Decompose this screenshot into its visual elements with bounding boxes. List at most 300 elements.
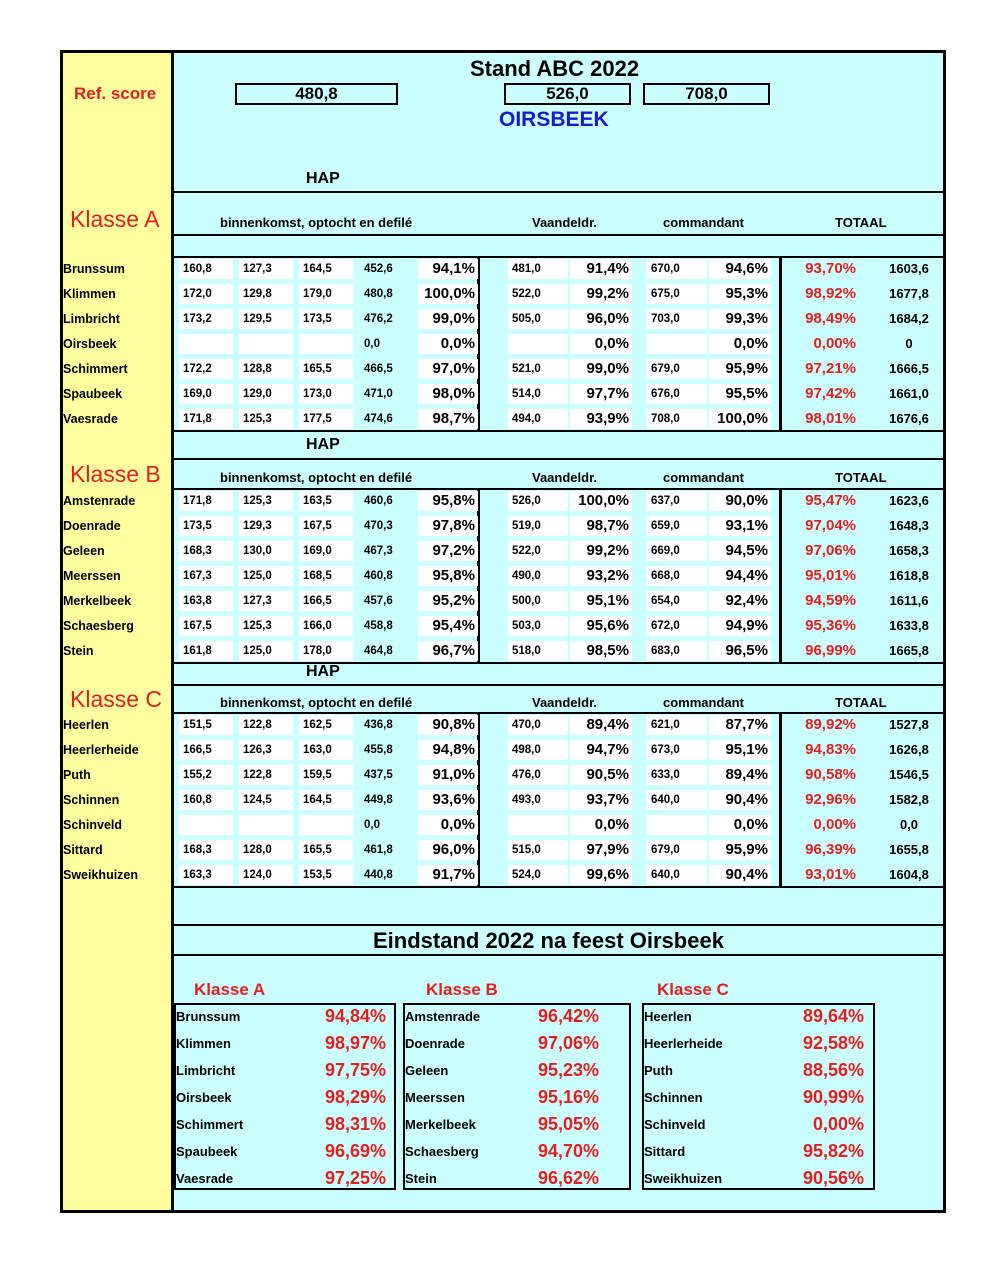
cell-pct2: 99,2% — [570, 541, 632, 561]
cell-s3: 166,0 — [299, 616, 353, 636]
cell-pct2: 93,7% — [570, 790, 632, 810]
cell-sum: 460,8 — [364, 570, 393, 582]
cell-tot: 1676,6 — [889, 411, 929, 426]
cell-s3: 173,0 — [299, 384, 353, 404]
cell-pct2: 0,0% — [570, 334, 632, 354]
cell-c: 640,0 — [647, 865, 707, 885]
cell-tot: 1623,6 — [889, 493, 929, 508]
cell-pct1: 0,0% — [418, 334, 478, 354]
cell-c: 670,0 — [647, 259, 707, 279]
cell-pct2: 93,2% — [570, 566, 632, 586]
cell-pct1: 100,0% — [418, 284, 478, 304]
cell-c: 683,0 — [647, 641, 707, 661]
cell-s2: 129,0 — [239, 384, 293, 404]
table-row — [0, 614, 1001, 639]
table-row — [0, 307, 1001, 332]
cell-v: 476,0 — [508, 765, 568, 785]
final-row-pct: 98,97% — [324, 1033, 386, 1053]
cell-pct3: 94,5% — [709, 541, 771, 561]
table-row — [0, 382, 1001, 407]
col-commandant: commandant — [663, 215, 744, 230]
cell-tpct: 96,99% — [805, 642, 856, 659]
cell-s2: 125,0 — [239, 566, 293, 586]
cell-pct1: 95,8% — [418, 566, 478, 586]
row-name: Schaesberg — [63, 619, 134, 633]
table-row — [0, 489, 1001, 514]
row-name: Heerlerheide — [63, 743, 139, 757]
row-name: Vaesrade — [63, 412, 118, 426]
cell-pct3: 90,4% — [709, 790, 771, 810]
table-row — [0, 738, 1001, 763]
row-name: Klimmen — [63, 287, 116, 301]
cell-s1: 172,0 — [179, 284, 233, 304]
row-name: Geleen — [63, 544, 105, 558]
cell-pct3: 94,9% — [709, 616, 771, 636]
table-row — [0, 589, 1001, 614]
cell-pct2: 93,9% — [570, 409, 632, 429]
cell-tpct: 98,92% — [805, 285, 856, 302]
cell-tpct: 97,06% — [805, 542, 856, 559]
final-row-pct: 95,16% — [537, 1087, 599, 1107]
final-row-pct: 0,00% — [812, 1114, 864, 1134]
cell-sum: 449,8 — [364, 794, 393, 806]
cell-pct1: 94,8% — [418, 740, 478, 760]
cell-pct2: 96,0% — [570, 309, 632, 329]
cell-c: 708,0 — [647, 409, 707, 429]
cell-tot: 1582,8 — [889, 792, 929, 807]
cell-s2: 124,0 — [239, 865, 293, 885]
final-row-name: Schaesberg — [405, 1144, 479, 1159]
cell-c — [647, 334, 707, 354]
final-row-pct: 89,64% — [802, 1006, 864, 1026]
table-row — [0, 639, 1001, 664]
final-row-name: Sittard — [644, 1144, 686, 1159]
cell-s2: 127,3 — [239, 591, 293, 611]
final-row-pct: 97,06% — [537, 1033, 599, 1053]
cell-c: 672,0 — [647, 616, 707, 636]
cell-c: 659,0 — [647, 516, 707, 536]
cell-pct2: 100,0% — [570, 491, 632, 511]
cell-tot: 1655,8 — [889, 842, 929, 857]
cell-s2: 128,8 — [239, 359, 293, 379]
cell-s3: 166,5 — [299, 591, 353, 611]
cell-pct2: 91,4% — [570, 259, 632, 279]
cell-tpct: 94,59% — [805, 592, 856, 609]
table-row — [0, 763, 1001, 788]
cell-s1: 168,3 — [179, 541, 233, 561]
cell-pct2: 98,7% — [570, 516, 632, 536]
cell-pct3: 99,3% — [709, 309, 771, 329]
row-name: Doenrade — [63, 519, 121, 533]
final-row-pct: 94,70% — [537, 1141, 599, 1161]
cell-tot: 0 — [905, 336, 913, 351]
cell-pct2: 0,0% — [570, 815, 632, 835]
cell-pct2: 99,6% — [570, 865, 632, 885]
cell-s1: 160,8 — [179, 259, 233, 279]
cell-s2: 122,8 — [239, 715, 293, 735]
cell-v — [508, 334, 568, 354]
cell-s1: 163,8 — [179, 591, 233, 611]
final-row-name: Doenrade — [405, 1036, 465, 1051]
cell-pct2: 95,1% — [570, 591, 632, 611]
cell-tot: 1611,6 — [889, 593, 929, 608]
cell-sum: 476,2 — [364, 313, 393, 325]
final-row-name: Heerlen — [644, 1009, 692, 1024]
table-row — [0, 788, 1001, 813]
row-name: Spaubeek — [63, 387, 123, 401]
hap-label: HAP — [306, 170, 340, 187]
cell-tot: 0,0 — [899, 817, 919, 832]
cell-tpct: 0,00% — [813, 335, 856, 352]
cell-v: 518,0 — [508, 641, 568, 661]
cell-pct3: 100,0% — [709, 409, 771, 429]
cell-tpct: 93,70% — [805, 260, 856, 277]
final-row-pct: 98,31% — [324, 1114, 386, 1134]
cell-pct1: 97,0% — [418, 359, 478, 379]
cell-s3: 168,5 — [299, 566, 353, 586]
cell-pct2: 94,7% — [570, 740, 632, 760]
cell-c: 621,0 — [647, 715, 707, 735]
cell-s1: 173,5 — [179, 516, 233, 536]
cell-c: 676,0 — [647, 384, 707, 404]
row-name: Schinveld — [63, 818, 123, 832]
cell-s3: 179,0 — [299, 284, 353, 304]
table-row — [0, 407, 1001, 432]
row-name: Sweikhuizen — [63, 868, 139, 882]
cell-tpct: 95,47% — [805, 492, 856, 509]
final-row-pct: 96,69% — [324, 1141, 386, 1161]
cell-sum: 466,5 — [364, 363, 393, 375]
klasse-c-title: Klasse C — [70, 686, 163, 712]
cell-pct1: 90,8% — [418, 715, 478, 735]
cell-s1: 160,8 — [179, 790, 233, 810]
final-row-name: Stein — [405, 1171, 437, 1186]
cell-tot: 1666,5 — [889, 361, 929, 376]
cell-s3: 153,5 — [299, 865, 353, 885]
cell-pct1: 93,6% — [418, 790, 478, 810]
ref-score-binnenkomst: 480,8 — [235, 83, 398, 105]
rule — [174, 954, 943, 956]
cell-v: 522,0 — [508, 284, 568, 304]
cell-v: 524,0 — [508, 865, 568, 885]
cell-tpct: 94,83% — [805, 741, 856, 758]
cell-sum: 452,6 — [364, 263, 393, 275]
cell-sum: 437,5 — [364, 769, 393, 781]
cell-pct1: 99,0% — [418, 309, 478, 329]
cell-v: 494,0 — [508, 409, 568, 429]
final-row-name: Klimmen — [176, 1036, 231, 1051]
cell-tpct: 92,96% — [805, 791, 856, 808]
final-group-title: Klasse C — [657, 980, 729, 999]
cell-tpct: 93,01% — [805, 866, 856, 883]
rule — [174, 191, 943, 193]
ref-score-label: Ref. score — [74, 84, 157, 103]
cell-v: 470,0 — [508, 715, 568, 735]
cell-tot: 1618,8 — [889, 568, 929, 583]
final-row-name: Schinveld — [644, 1117, 706, 1132]
cell-sum: 455,8 — [364, 744, 393, 756]
cell-s3 — [299, 334, 353, 354]
row-name: Schimmert — [63, 362, 128, 376]
cell-pct1: 96,0% — [418, 840, 478, 860]
cell-tot: 1626,8 — [889, 742, 929, 757]
cell-s1: 171,8 — [179, 491, 233, 511]
cell-s3: 165,5 — [299, 359, 353, 379]
cell-s3 — [299, 815, 353, 835]
cell-tot: 1603,6 — [889, 261, 929, 276]
cell-s1: 167,3 — [179, 566, 233, 586]
final-row-pct: 97,25% — [324, 1168, 386, 1188]
final-row-name: Brunssum — [176, 1009, 241, 1024]
cell-v — [508, 815, 568, 835]
cell-v: 505,0 — [508, 309, 568, 329]
final-row-name: Sweikhuizen — [644, 1171, 723, 1186]
cell-s1 — [179, 815, 233, 835]
cell-s2: 129,8 — [239, 284, 293, 304]
cell-tpct: 97,21% — [805, 360, 856, 377]
rule — [174, 234, 943, 236]
cell-c: 673,0 — [647, 740, 707, 760]
cell-s1: 155,2 — [179, 765, 233, 785]
table-row — [0, 257, 1001, 282]
final-row-pct: 92,58% — [802, 1033, 864, 1053]
row-name: Amstenrade — [63, 494, 136, 508]
cell-tpct: 90,58% — [805, 766, 856, 783]
col-vaandeldr: Vaandeldr. — [532, 470, 598, 485]
final-row-name: Amstenrade — [405, 1009, 481, 1024]
cell-pct3: 95,9% — [709, 840, 771, 860]
hap-label: HAP — [306, 663, 340, 680]
final-row-pct: 95,05% — [537, 1114, 599, 1134]
ref-score-commandant: 708,0 — [643, 83, 770, 105]
cell-s2: 125,3 — [239, 409, 293, 429]
cell-s2: 125,0 — [239, 641, 293, 661]
cell-s1: 168,3 — [179, 840, 233, 860]
cell-pct1: 95,8% — [418, 491, 478, 511]
cell-tot: 1527,8 — [889, 717, 929, 732]
cell-v: 481,0 — [508, 259, 568, 279]
rule — [174, 924, 943, 926]
cell-v: 493,0 — [508, 790, 568, 810]
cell-s2 — [239, 334, 293, 354]
cell-c: 669,0 — [647, 541, 707, 561]
cell-s3: 159,5 — [299, 765, 353, 785]
cell-s2: 124,5 — [239, 790, 293, 810]
table-row — [0, 357, 1001, 382]
final-row-name: Schinnen — [644, 1090, 703, 1105]
row-name: Meerssen — [63, 569, 121, 583]
final-row-name: Merkelbeek — [405, 1117, 476, 1132]
final-group-title: Klasse B — [426, 980, 498, 999]
final-row-pct: 90,99% — [802, 1087, 864, 1107]
final-row-name: Schimmert — [176, 1117, 244, 1132]
cell-pct3: 95,9% — [709, 359, 771, 379]
col-commandant: commandant — [663, 695, 744, 710]
cell-tot: 1633,8 — [889, 618, 929, 633]
final-row-pct: 95,82% — [802, 1141, 864, 1161]
cell-s2: 126,3 — [239, 740, 293, 760]
cell-pct2: 99,0% — [570, 359, 632, 379]
cell-pct3: 89,4% — [709, 765, 771, 785]
row-name: Schinnen — [63, 793, 120, 807]
cell-pct3: 96,5% — [709, 641, 771, 661]
col-totaal: TOTAAL — [835, 470, 887, 485]
cell-tot: 1648,3 — [889, 518, 929, 533]
cell-tot: 1546,5 — [889, 767, 929, 782]
cell-pct3: 95,1% — [709, 740, 771, 760]
cell-sum: 0,0 — [364, 338, 380, 350]
cell-sum: 436,8 — [364, 719, 393, 731]
cell-sum: 458,8 — [364, 620, 393, 632]
final-group-title: Klasse A — [194, 980, 266, 999]
cell-v: 500,0 — [508, 591, 568, 611]
final-row-name: Vaesrade — [176, 1171, 234, 1186]
col-binnenkomst: binnenkomst, optocht en defilé — [220, 695, 413, 710]
cell-tot: 1658,3 — [889, 543, 929, 558]
cell-tpct: 98,49% — [805, 310, 856, 327]
cell-tpct: 89,92% — [805, 716, 856, 733]
cell-pct1: 91,0% — [418, 765, 478, 785]
cell-sum: 460,6 — [364, 495, 393, 507]
cell-v: 490,0 — [508, 566, 568, 586]
col-binnenkomst: binnenkomst, optocht en defilé — [220, 215, 413, 230]
cell-s3: 165,5 — [299, 840, 353, 860]
cell-pct1: 97,2% — [418, 541, 478, 561]
cell-tot: 1677,8 — [889, 286, 929, 301]
cell-s3: 169,0 — [299, 541, 353, 561]
cell-c: 637,0 — [647, 491, 707, 511]
cell-pct3: 95,3% — [709, 284, 771, 304]
table-row — [0, 813, 1001, 838]
cell-s3: 162,5 — [299, 715, 353, 735]
cell-pct1: 98,7% — [418, 409, 478, 429]
cell-s1: 161,8 — [179, 641, 233, 661]
final-row-pct: 97,75% — [324, 1060, 386, 1080]
cell-sum: 480,8 — [364, 288, 393, 300]
cell-v: 521,0 — [508, 359, 568, 379]
cell-pct3: 90,0% — [709, 491, 771, 511]
final-row-pct: 96,42% — [537, 1006, 599, 1026]
cell-tot: 1604,8 — [889, 867, 929, 882]
cell-pct3: 94,4% — [709, 566, 771, 586]
col-vaandeldr: Vaandeldr. — [532, 695, 598, 710]
cell-c: 675,0 — [647, 284, 707, 304]
cell-c: 654,0 — [647, 591, 707, 611]
row-name: Stein — [63, 644, 94, 658]
table-row — [0, 564, 1001, 589]
cell-v: 514,0 — [508, 384, 568, 404]
cell-pct1: 0,0% — [418, 815, 478, 835]
cell-sum: 467,3 — [364, 545, 393, 557]
final-row-pct: 95,23% — [537, 1060, 599, 1080]
rule — [174, 458, 943, 460]
cell-c: 679,0 — [647, 840, 707, 860]
cell-pct3: 95,5% — [709, 384, 771, 404]
table-row — [0, 863, 1001, 888]
table-row — [0, 713, 1001, 738]
final-title: Eindstand 2022 na feest Oirsbeek — [373, 928, 724, 953]
cell-s1: 167,5 — [179, 616, 233, 636]
cell-pct3: 87,7% — [709, 715, 771, 735]
cell-s1: 171,8 — [179, 409, 233, 429]
cell-c: 668,0 — [647, 566, 707, 586]
cell-tpct: 97,04% — [805, 517, 856, 534]
col-commandant: commandant — [663, 470, 744, 485]
cell-tpct: 95,36% — [805, 617, 856, 634]
cell-s3: 167,5 — [299, 516, 353, 536]
cell-pct3: 94,6% — [709, 259, 771, 279]
final-row-pct: 96,62% — [537, 1168, 599, 1188]
location-title: OIRSBEEK — [499, 108, 609, 131]
cell-s3: 163,5 — [299, 491, 353, 511]
klasse-a-title: Klasse A — [70, 206, 160, 232]
page-title: Stand ABC 2022 — [470, 56, 640, 81]
cell-c: 640,0 — [647, 790, 707, 810]
cell-pct1: 91,7% — [418, 865, 478, 885]
cell-pct3: 92,4% — [709, 591, 771, 611]
cell-s2: 130,0 — [239, 541, 293, 561]
cell-s3: 178,0 — [299, 641, 353, 661]
cell-s3: 164,5 — [299, 259, 353, 279]
final-row-name: Meerssen — [405, 1090, 465, 1105]
cell-tpct: 95,01% — [805, 567, 856, 584]
cell-v: 503,0 — [508, 616, 568, 636]
cell-pct1: 98,0% — [418, 384, 478, 404]
cell-s3: 164,5 — [299, 790, 353, 810]
cell-pct2: 98,5% — [570, 641, 632, 661]
cell-s1: 172,2 — [179, 359, 233, 379]
cell-pct2: 99,2% — [570, 284, 632, 304]
table-row — [0, 332, 1001, 357]
cell-tot: 1661,0 — [889, 386, 929, 401]
cell-sum: 0,0 — [364, 819, 380, 831]
cell-pct3: 93,1% — [709, 516, 771, 536]
cell-pct1: 94,1% — [418, 259, 478, 279]
col-binnenkomst: binnenkomst, optocht en defilé — [220, 470, 413, 485]
col-totaal: TOTAAL — [835, 695, 887, 710]
table-row — [0, 282, 1001, 307]
cell-s2: 129,3 — [239, 516, 293, 536]
cell-s2: 125,3 — [239, 491, 293, 511]
cell-pct3: 0,0% — [709, 334, 771, 354]
cell-sum: 440,8 — [364, 869, 393, 881]
cell-c: 679,0 — [647, 359, 707, 379]
cell-sum: 457,6 — [364, 595, 393, 607]
cell-c — [647, 815, 707, 835]
cell-s3: 173,5 — [299, 309, 353, 329]
final-row-pct: 90,56% — [802, 1168, 864, 1188]
cell-pct1: 95,4% — [418, 616, 478, 636]
cell-pct2: 97,9% — [570, 840, 632, 860]
cell-v: 519,0 — [508, 516, 568, 536]
cell-tpct: 0,00% — [813, 816, 856, 833]
cell-tot: 1665,8 — [889, 643, 929, 658]
row-name: Merkelbeek — [63, 594, 132, 608]
final-row-pct: 98,29% — [324, 1087, 386, 1107]
cell-sum: 464,8 — [364, 645, 393, 657]
cell-pct2: 95,6% — [570, 616, 632, 636]
cell-sum: 461,8 — [364, 844, 393, 856]
final-row-name: Geleen — [405, 1063, 449, 1078]
klasse-b-title: Klasse B — [70, 461, 161, 487]
cell-s2: 127,3 — [239, 259, 293, 279]
row-name: Limbricht — [63, 312, 120, 326]
cell-sum: 471,0 — [364, 388, 393, 400]
final-row-name: Heerlerheide — [644, 1036, 723, 1051]
cell-s1: 151,5 — [179, 715, 233, 735]
col-totaal: TOTAAL — [835, 215, 887, 230]
cell-s1: 166,5 — [179, 740, 233, 760]
